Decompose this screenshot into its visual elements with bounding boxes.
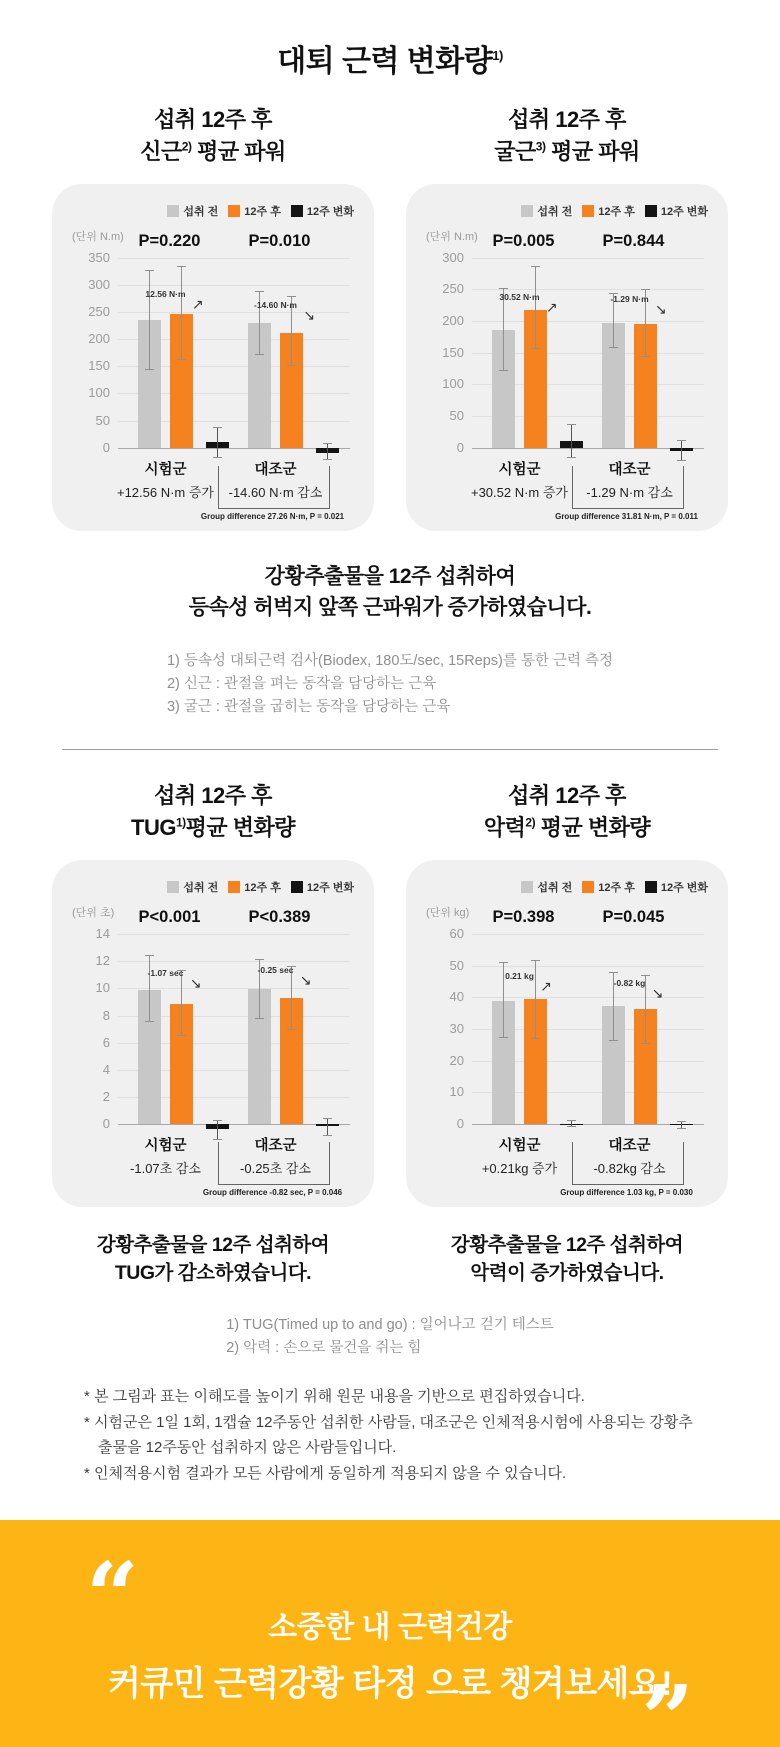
error-bar-cap bbox=[531, 348, 540, 349]
error-bar-cap bbox=[177, 359, 186, 360]
conclusion-line: 악력이 증가하였습니다. bbox=[470, 1262, 664, 1285]
legend-item bbox=[521, 879, 572, 895]
charts-row-2 bbox=[0, 780, 780, 1207]
y-tick-label: 12 bbox=[95, 953, 110, 969]
legend-item bbox=[645, 879, 708, 895]
p-value: P<0.001 bbox=[138, 908, 201, 927]
plot-area bbox=[426, 907, 704, 1198]
error-bar-cap bbox=[287, 365, 296, 366]
error-bar-cap bbox=[677, 440, 686, 441]
page-title bbox=[0, 36, 780, 80]
error-bar-cap bbox=[641, 356, 650, 357]
group-delta: -14.60 N·m 감소 bbox=[228, 484, 323, 500]
gridline bbox=[472, 934, 704, 935]
change-annotation bbox=[505, 971, 552, 995]
legend-swatch bbox=[645, 205, 657, 217]
plot bbox=[72, 907, 350, 1198]
section1-conclusion bbox=[0, 561, 780, 624]
gridline bbox=[472, 321, 704, 322]
legend-label: 섭취 전 bbox=[537, 205, 573, 218]
section-divider bbox=[62, 749, 718, 750]
y-tick-label: 0 bbox=[456, 439, 464, 455]
legend-label: 섭취 전 bbox=[183, 205, 219, 218]
legend-item bbox=[167, 203, 218, 219]
error-bar-cap bbox=[287, 296, 296, 297]
y-tick-label: 150 bbox=[442, 344, 464, 360]
chart-header bbox=[406, 104, 728, 168]
change-annotation bbox=[613, 977, 664, 1001]
legend-swatch bbox=[582, 205, 594, 217]
charts-row-1 bbox=[0, 104, 780, 531]
group-name: 대조군 bbox=[608, 1138, 651, 1155]
unit-label: (단위 N.m) bbox=[426, 230, 478, 243]
y-tick-label: 14 bbox=[95, 926, 110, 942]
legend-swatch bbox=[521, 205, 533, 217]
legend-label: 섭취 전 bbox=[183, 882, 219, 895]
error-bar-cap bbox=[499, 1037, 508, 1038]
error-bar-cap bbox=[677, 1128, 686, 1129]
y-tick-label: 60 bbox=[449, 926, 464, 942]
error-bar bbox=[503, 963, 504, 1037]
y-tick-label: 8 bbox=[102, 1007, 110, 1023]
error-bar-cap bbox=[145, 369, 154, 370]
gridline bbox=[472, 289, 704, 290]
annotation-text: 30.52 N·m bbox=[499, 291, 540, 302]
group-name: 대조군 bbox=[254, 1138, 297, 1155]
y-tick-label: 300 bbox=[442, 249, 464, 265]
gridline bbox=[472, 258, 704, 259]
chart-grip-strength bbox=[406, 780, 728, 1207]
change-annotation bbox=[257, 965, 312, 989]
conclusion-line: TUG가 감소하였습니다. bbox=[114, 1262, 312, 1285]
y-tick-label: 50 bbox=[449, 957, 464, 973]
chart-legend bbox=[72, 880, 354, 894]
y-tick-label: 350 bbox=[88, 249, 110, 265]
chart-header bbox=[52, 780, 374, 844]
superscript: 3) bbox=[535, 139, 546, 154]
plot bbox=[72, 230, 350, 521]
legend-item bbox=[645, 203, 708, 219]
annotation-text: 12.56 N·m bbox=[145, 289, 186, 300]
error-bar-cap bbox=[145, 955, 154, 956]
group-label bbox=[206, 1134, 346, 1177]
error-bar-cap bbox=[255, 959, 264, 960]
y-tick-label: 6 bbox=[102, 1034, 110, 1050]
conclusion-tug bbox=[52, 1231, 374, 1288]
y-tick-label: 300 bbox=[88, 276, 110, 292]
change-annotation bbox=[145, 289, 204, 313]
annotation-arrow-icon: ↘ bbox=[189, 975, 202, 992]
error-bar-cap bbox=[567, 1126, 576, 1127]
y-tick-label: 10 bbox=[449, 1084, 464, 1100]
legend-item bbox=[582, 879, 635, 895]
text-line: 1) TUG(Timed up to and go) : 일어나고 걷기 테스트 bbox=[226, 1316, 554, 1333]
p-value: P=0.010 bbox=[248, 231, 311, 250]
annotation-text: -0.82 kg bbox=[613, 977, 646, 988]
y-tick-label: 250 bbox=[442, 281, 464, 297]
error-bar-cap bbox=[255, 354, 264, 355]
group-label bbox=[206, 458, 346, 501]
close-quote-icon: ” bbox=[641, 1665, 694, 1747]
legend-label: 12주 변화 bbox=[306, 205, 354, 218]
error-bar-cap bbox=[677, 1121, 686, 1122]
conclusion-line: 강황추출물을 12주 섭취하여 bbox=[264, 564, 516, 588]
y-tick-label: 50 bbox=[95, 412, 110, 428]
y-tick-label: 0 bbox=[456, 1116, 464, 1132]
legend-label: 12주 후 bbox=[598, 882, 635, 895]
legend-item bbox=[228, 203, 281, 219]
plot bbox=[426, 907, 704, 1198]
error-bar-cap bbox=[531, 960, 540, 961]
group-difference-label: Group difference 1.03 kg, P = 0.030 bbox=[560, 1188, 693, 1198]
error-bar bbox=[181, 267, 182, 359]
p-value: P=0.005 bbox=[492, 231, 555, 250]
error-bar-cap bbox=[499, 288, 508, 289]
footer-line1: 소중한 내 근력건강 bbox=[268, 1611, 512, 1645]
text-line: 1) 등속성 대퇴근력 검사(Biodex, 180도/sec, 15Reps)를 통한 근력 측정 bbox=[166, 652, 614, 669]
chart-header bbox=[52, 104, 374, 168]
group-difference-label: Group difference -0.82 sec, P = 0.046 bbox=[202, 1188, 343, 1198]
annotation-text: 0.21 kg bbox=[505, 971, 534, 982]
chart-flexor-power bbox=[406, 104, 728, 531]
text-line: * 시험군은 1일 1회, 1캡슐 12주동안 섭취한 사람들, 대조군은 인체적용시험에 사용되는 강황추출물을 12주동안 섭취하지 않은 사람들입니다. bbox=[84, 1413, 693, 1457]
error-bar-cap bbox=[531, 1038, 540, 1039]
group-delta: +30.52 N·m 증가 bbox=[470, 484, 568, 500]
legend-item bbox=[167, 879, 218, 895]
legend-item bbox=[291, 879, 354, 895]
error-bar-cap bbox=[323, 1118, 332, 1119]
change-annotation bbox=[610, 294, 667, 318]
y-tick-label: 200 bbox=[442, 313, 464, 329]
unit-label: (단위 kg) bbox=[426, 907, 470, 920]
error-bar-cap bbox=[145, 270, 154, 271]
text-line: 2) 신근 : 관절을 펴는 동작을 담당하는 근육 bbox=[166, 675, 437, 692]
error-bar-cap bbox=[213, 1120, 222, 1121]
chart-card bbox=[406, 184, 728, 531]
footnotes-section1 bbox=[167, 650, 613, 720]
chart-card bbox=[52, 860, 374, 1207]
chart-legend bbox=[426, 880, 708, 894]
annotation-text: -0.25 sec bbox=[257, 965, 294, 976]
gridline bbox=[118, 934, 350, 935]
error-bar bbox=[217, 428, 218, 458]
legend-label: 12주 후 bbox=[598, 205, 635, 218]
y-tick-label: 4 bbox=[102, 1061, 110, 1077]
legend-label: 섭취 전 bbox=[537, 882, 573, 895]
y-tick-label: 10 bbox=[95, 980, 110, 996]
group-name: 대조군 bbox=[608, 461, 651, 478]
y-tick-label: 20 bbox=[449, 1052, 464, 1068]
error-bar-cap bbox=[567, 1120, 576, 1121]
group-delta: -1.07초 감소 bbox=[130, 1161, 201, 1177]
y-tick-label: 2 bbox=[102, 1089, 110, 1105]
error-bar-cap bbox=[609, 1040, 618, 1041]
legend-label: 12주 변화 bbox=[660, 205, 708, 218]
change-annotation bbox=[499, 291, 558, 315]
chart-header bbox=[406, 780, 728, 844]
chart-title: 신근$^{2)}$ 평균 파워 bbox=[140, 138, 286, 164]
plot-area bbox=[426, 230, 704, 521]
conclusion-grip bbox=[406, 1231, 728, 1288]
legend-label: 12주 후 bbox=[244, 882, 281, 895]
legend-label: 12주 후 bbox=[244, 205, 281, 218]
open-quote-icon: “ bbox=[86, 1542, 139, 1651]
p-value: P=0.398 bbox=[492, 908, 555, 927]
group-difference-label: Group difference 31.81 N·m, P = 0.011 bbox=[555, 511, 698, 521]
chart-tug bbox=[52, 780, 374, 1207]
chart-card bbox=[406, 860, 728, 1207]
conclusion-line: 강황추출물을 12주 섭취하여 bbox=[96, 1234, 330, 1257]
legend-swatch bbox=[645, 881, 657, 893]
error-bar-cap bbox=[213, 427, 222, 428]
error-bar-cap bbox=[255, 291, 264, 292]
legend-swatch bbox=[291, 881, 303, 893]
chart-subtitle: 섭취 12주 후 bbox=[508, 783, 626, 809]
superscript: 1) bbox=[175, 815, 186, 830]
change-annotation bbox=[254, 300, 315, 324]
text-line: * 인체적용시험 결과가 모든 사람에게 동일하게 적용되지 않을 수 있습니다. bbox=[84, 1464, 567, 1482]
p-values bbox=[118, 908, 350, 928]
annotation-arrow-icon: ↗ bbox=[545, 298, 558, 315]
superscript: 2) bbox=[525, 815, 536, 830]
y-tick-label: 250 bbox=[88, 304, 110, 320]
text-line: * 본 그림과 표는 이해도를 높이기 위해 원문 내용을 기반으로 편집하였습니다. bbox=[84, 1388, 585, 1406]
legend-swatch bbox=[167, 205, 179, 217]
p-value: P=0.045 bbox=[602, 908, 665, 927]
error-bar-cap bbox=[323, 443, 332, 444]
gridline bbox=[118, 961, 350, 962]
annotation-arrow-icon: ↘ bbox=[299, 972, 312, 989]
chart-title: 악력$^{2)}$ 평균 변화량 bbox=[483, 815, 651, 841]
annotation-arrow-icon: ↘ bbox=[654, 301, 667, 318]
page-title-superscript: 1) bbox=[492, 48, 503, 63]
chart-legend bbox=[426, 204, 708, 218]
bottom-conclusions bbox=[0, 1231, 780, 1288]
legend-swatch bbox=[291, 205, 303, 217]
annotation-arrow-icon: ↘ bbox=[651, 984, 664, 1001]
gridline bbox=[472, 966, 704, 967]
error-bar-cap bbox=[609, 347, 618, 348]
group-delta: -0.25초 감소 bbox=[240, 1161, 311, 1177]
chart-title: TUG$^{1)}$평균 변화량 bbox=[131, 815, 295, 841]
legend-label: 12주 변화 bbox=[306, 882, 354, 895]
y-tick-label: 30 bbox=[449, 1021, 464, 1037]
superscript: 2) bbox=[181, 139, 192, 154]
y-tick-label: 100 bbox=[88, 385, 110, 401]
error-bar bbox=[571, 424, 572, 457]
chart-subtitle: 섭취 12주 후 bbox=[508, 107, 626, 132]
y-tick-label: 50 bbox=[449, 408, 464, 424]
footer-banner bbox=[0, 1520, 780, 1747]
error-bar-cap bbox=[145, 1021, 154, 1022]
y-tick-label: 0 bbox=[102, 439, 110, 455]
plot bbox=[426, 230, 704, 521]
group-difference-label: Group difference 27.26 N·m, P = 0.021 bbox=[200, 511, 345, 521]
change-annotation bbox=[147, 968, 202, 992]
legend-label: 12주 변화 bbox=[660, 882, 708, 895]
p-values bbox=[472, 908, 704, 928]
legend-swatch bbox=[521, 881, 533, 893]
annotation-arrow-icon: ↗ bbox=[191, 296, 204, 313]
footnotes-section2 bbox=[226, 1314, 554, 1360]
error-bar-cap bbox=[641, 975, 650, 976]
plot-area bbox=[72, 907, 350, 1198]
p-values bbox=[118, 232, 350, 252]
error-bar-cap bbox=[177, 266, 186, 267]
chart-subtitle: 섭취 12주 후 bbox=[154, 107, 272, 132]
disclaimers bbox=[84, 1384, 696, 1486]
error-bar-cap bbox=[641, 289, 650, 290]
legend-item bbox=[582, 203, 635, 219]
legend-swatch bbox=[167, 881, 179, 893]
error-bar-cap bbox=[609, 972, 618, 973]
footer-line2: 커큐민 근력강황 타정 으로 챙겨보세요! bbox=[107, 1665, 673, 1704]
group-delta: -1.29 N·m 감소 bbox=[586, 484, 673, 500]
text-line: 3) 굴근 : 관절을 굽히는 동작을 담당하는 근육 bbox=[166, 699, 451, 716]
error-bar bbox=[535, 961, 536, 1039]
unit-label: (단위 N.m) bbox=[72, 230, 124, 243]
chart-subtitle: 섭취 12주 후 bbox=[154, 783, 272, 809]
group-label bbox=[560, 458, 700, 501]
group-delta: -0.82kg 감소 bbox=[593, 1161, 666, 1177]
error-bar-cap bbox=[499, 370, 508, 371]
p-value: P=0.220 bbox=[138, 231, 201, 250]
legend-swatch bbox=[228, 205, 240, 217]
gridline bbox=[118, 312, 350, 313]
annotation-text: -1.07 sec bbox=[147, 968, 184, 979]
legend-item bbox=[291, 203, 354, 219]
legend-swatch bbox=[582, 881, 594, 893]
text-line: 2) 악력 : 손으로 물건을 쥐는 힘 bbox=[226, 1339, 422, 1356]
group-name: 시험군 bbox=[498, 461, 541, 478]
gridline bbox=[472, 997, 704, 998]
group-delta: +12.56 N·m 증가 bbox=[116, 484, 214, 500]
y-tick-label: 150 bbox=[88, 358, 110, 374]
annotation-arrow-icon: ↗ bbox=[540, 978, 552, 995]
p-value: P<0.389 bbox=[248, 908, 311, 927]
group-delta: +0.21kg 증가 bbox=[481, 1161, 558, 1177]
y-tick-label: 40 bbox=[449, 989, 464, 1005]
conclusion-line: 강황추출물을 12주 섭취하여 bbox=[450, 1234, 684, 1257]
chart-card bbox=[52, 184, 374, 531]
group-name: 시험군 bbox=[498, 1138, 541, 1155]
group-name: 시험군 bbox=[144, 461, 187, 478]
y-tick-label: 100 bbox=[442, 376, 464, 392]
group-name: 대조군 bbox=[254, 461, 297, 478]
error-bar-cap bbox=[567, 424, 576, 425]
annotation-text: -1.29 N·m bbox=[610, 294, 649, 305]
error-bar-cap bbox=[641, 1043, 650, 1044]
legend-item bbox=[521, 203, 572, 219]
error-bar-cap bbox=[287, 1029, 296, 1030]
y-tick-label: 0 bbox=[102, 1116, 110, 1132]
gridline bbox=[118, 258, 350, 259]
annotation-text: -14.60 N·m bbox=[254, 300, 297, 311]
conclusion-line: 등속성 허벅지 앞쪽 근파워가 증가하였습니다. bbox=[188, 596, 592, 620]
group-name: 시험군 bbox=[144, 1138, 187, 1155]
error-bar-cap bbox=[499, 962, 508, 963]
error-bar bbox=[149, 270, 150, 369]
group-label bbox=[560, 1134, 700, 1177]
y-tick-label: 200 bbox=[88, 331, 110, 347]
legend-item bbox=[228, 879, 281, 895]
legend-swatch bbox=[228, 881, 240, 893]
chart-extensor-power bbox=[52, 104, 374, 531]
error-bar-cap bbox=[255, 1018, 264, 1019]
gridline bbox=[118, 285, 350, 286]
error-bar-cap bbox=[531, 266, 540, 267]
chart-title: 굴근$^{3)}$ 평균 파워 bbox=[494, 138, 640, 164]
error-bar-cap bbox=[177, 1035, 186, 1036]
unit-label: (단위 초) bbox=[72, 907, 115, 920]
p-value: P=0.844 bbox=[602, 231, 665, 250]
plot-area bbox=[72, 230, 350, 521]
p-values bbox=[472, 232, 704, 252]
page-title-text: 대퇴 근력 변화량 bbox=[277, 45, 493, 78]
annotation-arrow-icon: ↘ bbox=[303, 307, 315, 324]
chart-legend bbox=[72, 204, 354, 218]
